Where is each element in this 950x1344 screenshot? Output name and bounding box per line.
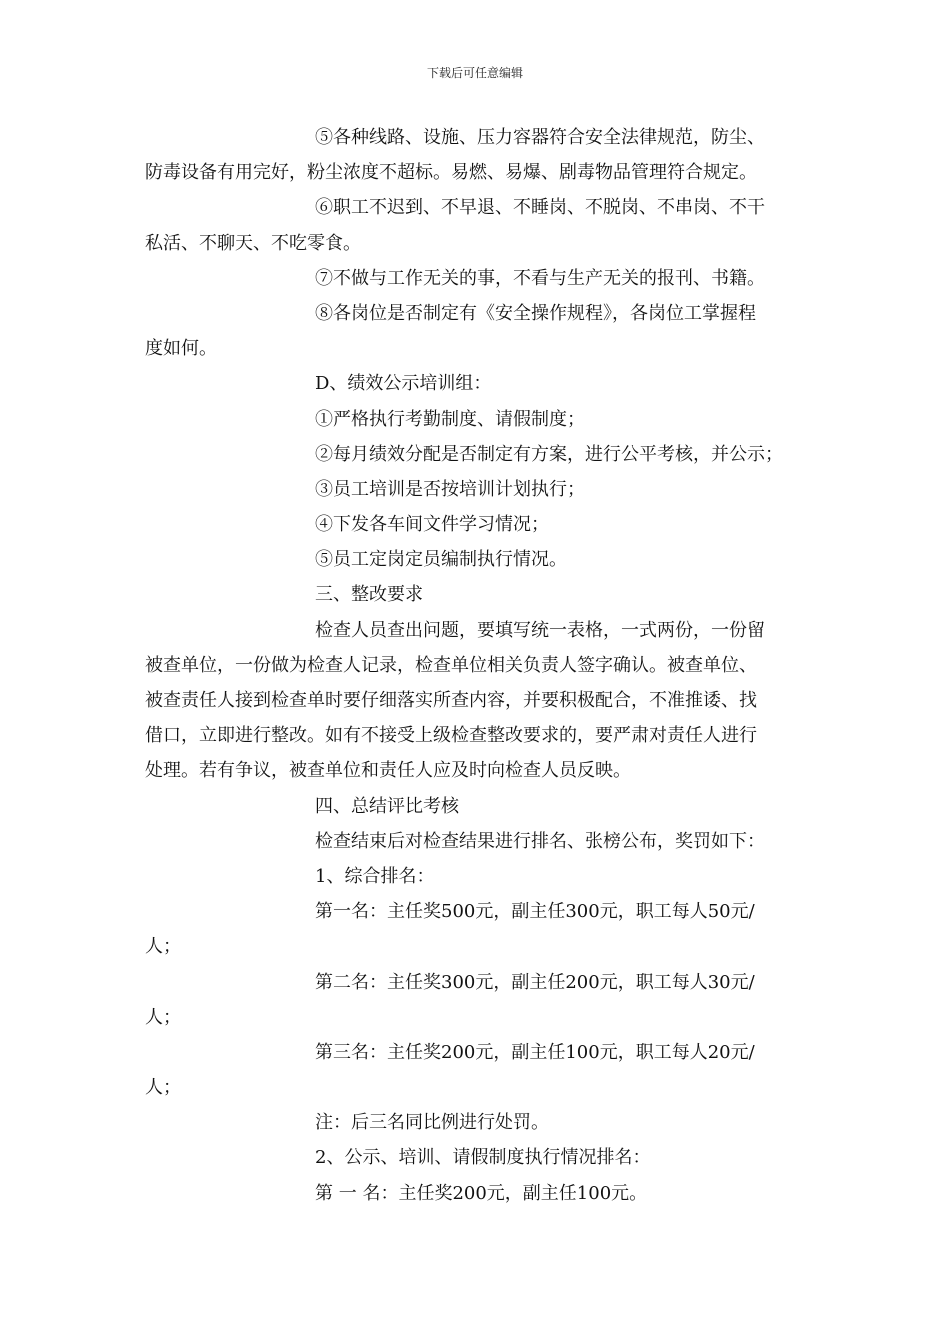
text-line: ⑤各种线路、设施、压力容器符合安全法律规范，防尘、 (315, 127, 765, 148)
text-line: 第 一 名：主任奖200元，副主任100元。 (315, 1182, 648, 1204)
document-body (145, 120, 815, 1211)
text-line: 私活、不聊天、不吃零食。 (145, 232, 361, 254)
text-line: 借口，立即进行整改。如有不接受上级检查整改要求的，要严肃对责任人进行 (145, 725, 757, 747)
text-line: 检查结束后对检查结果进行排名、张榜公布，奖罚如下： (315, 830, 765, 852)
text-line: 被查单位，一份做为检查人记录，检查单位相关负责人签字确认。被查单位、 (145, 654, 757, 676)
text-line: 被查责任人接到检查单时要仔细落实所查内容，并要积极配合，不准推诿、找 (145, 690, 757, 711)
text-line: 第一名：主任奖500元，副主任300元，职工每人50元/ (315, 901, 755, 923)
text-line: ⑧各岗位是否制定有《安全操作规程》，各岗位工掌握程 (315, 302, 756, 324)
text-line: ①严格执行考勤制度、请假制度； (315, 408, 585, 430)
text-line: ⑦不做与工作无关的事，不看与生产无关的报刊、书籍。 (315, 267, 765, 289)
page-header: 下载后可任意编辑 (426, 66, 523, 80)
text-line: 检查人员查出问题，要填写统一表格，一式两份，一份留 (315, 619, 765, 641)
text-line: ④下发各车间文件学习情况； (315, 514, 549, 536)
text-line: 第二名：主任奖300元，副主任200元，职工每人30元/ (315, 971, 755, 993)
text-line: 第三名：主任奖200元，副主任100元，职工每人20元/ (315, 1041, 755, 1063)
text-line: 人； (145, 1006, 181, 1028)
text-line: 三、整改要求 (315, 584, 423, 606)
text-line: 四、总结评比考核 (315, 795, 459, 817)
text-line: ⑥职工不迟到、不早退、不睡岗、不脱岗、不串岗、不干 (315, 197, 765, 219)
text-line: 1、综合排名： (315, 865, 435, 887)
text-line: 防毒设备有用完好，粉尘浓度不超标。易燃、易爆、剧毒物品管理符合规定。 (145, 162, 757, 184)
text-line: 人； (145, 1077, 181, 1099)
text-line: 2、公示、培训、请假制度执行情况排名： (315, 1147, 651, 1169)
text-line: ⑤员工定岗定员编制执行情况。 (315, 549, 567, 571)
text-line: ③员工培训是否按培训计划执行； (315, 478, 585, 500)
text-line: ②每月绩效分配是否制定有方案，进行公平考核，并公示； (315, 443, 783, 465)
text-line: D、绩效公示培训组： (315, 373, 492, 395)
text-line: 注：后三名同比例进行处罚。 (315, 1112, 549, 1134)
text-line: 处理。若有争议，被查单位和责任人应及时向检查人员反映。 (145, 760, 631, 782)
text-line: 度如何。 (145, 338, 217, 360)
text-line: 人； (145, 936, 181, 958)
